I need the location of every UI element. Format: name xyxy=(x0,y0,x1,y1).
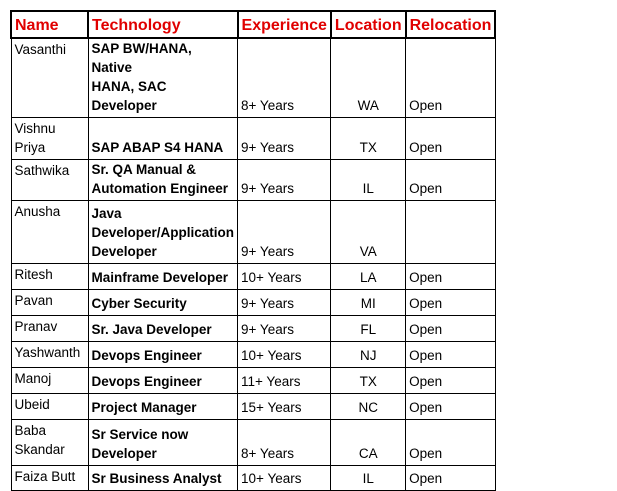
relocation-cell: Open xyxy=(406,316,496,342)
technology-cell xyxy=(88,118,238,160)
candidate-name: Sathwika xyxy=(11,160,88,201)
experience-cell: 8+ Years xyxy=(238,420,331,466)
location-cell: IL xyxy=(331,160,406,201)
technology-line: Sr Business Analyst xyxy=(91,471,222,486)
candidate-name: Baba Skandar xyxy=(11,420,88,466)
technology-cell xyxy=(88,420,238,466)
table-row xyxy=(11,342,495,368)
header-name: Name xyxy=(11,11,88,38)
location-cell: LA xyxy=(331,264,406,290)
technology-line: Developer/Application xyxy=(91,225,235,240)
candidate-name: Pranav xyxy=(11,316,88,342)
technology-cell xyxy=(88,466,238,491)
experience-cell: 10+ Years xyxy=(238,264,331,290)
technology-line: Mainframe Developer xyxy=(91,270,229,285)
table-row xyxy=(11,466,495,491)
candidate-name: Ubeid xyxy=(11,394,88,420)
candidate-name: Manoj xyxy=(11,368,88,394)
experience-cell: 9+ Years xyxy=(238,160,331,201)
candidate-name: Faiza Butt xyxy=(11,466,88,491)
header-experience: Experience xyxy=(238,11,331,38)
experience-cell: 10+ Years xyxy=(238,466,331,491)
location-cell: NJ xyxy=(331,342,406,368)
experience-cell: 9+ Years xyxy=(238,316,331,342)
technology-cell xyxy=(88,160,238,201)
candidate-name: Ritesh xyxy=(11,264,88,290)
location-cell: CA xyxy=(331,420,406,466)
technology-line: Sr. Java Developer xyxy=(91,322,212,337)
table-row xyxy=(11,420,495,466)
technology-line: Devops Engineer xyxy=(91,374,202,389)
technology-line: Project Manager xyxy=(91,400,197,415)
consultant-table xyxy=(10,10,496,491)
relocation-cell: Open xyxy=(406,38,496,118)
experience-cell: 9+ Years xyxy=(238,201,331,264)
relocation-cell xyxy=(406,201,496,264)
experience-cell: 8+ Years xyxy=(238,38,331,118)
experience-cell: 9+ Years xyxy=(238,290,331,316)
relocation-cell: Open xyxy=(406,420,496,466)
relocation-cell: Open xyxy=(406,264,496,290)
technology-line: SAP ABAP S4 HANA xyxy=(91,140,224,155)
experience-cell: 11+ Years xyxy=(238,368,331,394)
table-row xyxy=(11,201,495,264)
table-row xyxy=(11,38,495,118)
technology-line: Native xyxy=(91,60,133,75)
technology-cell xyxy=(88,394,238,420)
relocation-cell: Open xyxy=(406,466,496,491)
relocation-cell: Open xyxy=(406,160,496,201)
technology-cell xyxy=(88,38,238,118)
candidate-name: Vishnu Priya xyxy=(11,118,88,160)
technology-line: HANA, SAC Developer xyxy=(91,79,167,113)
table-row xyxy=(11,316,495,342)
location-cell: TX xyxy=(331,118,406,160)
technology-line: Cyber Security xyxy=(91,296,187,311)
technology-line: Sr. QA Manual & xyxy=(91,162,197,177)
header-technology: Technology xyxy=(88,11,238,38)
technology-line: Developer xyxy=(91,244,157,259)
table-row xyxy=(11,368,495,394)
location-cell: FL xyxy=(331,316,406,342)
table-row xyxy=(11,264,495,290)
technology-line: Developer xyxy=(91,446,157,461)
technology-line: Java xyxy=(91,206,122,221)
technology-cell xyxy=(88,264,238,290)
candidate-name: Anusha xyxy=(11,201,88,264)
candidate-name: Pavan xyxy=(11,290,88,316)
candidate-name: Vasanthi xyxy=(11,38,88,118)
technology-cell xyxy=(88,290,238,316)
technology-line: Devops Engineer xyxy=(91,348,202,363)
relocation-cell: Open xyxy=(406,368,496,394)
table-row xyxy=(11,394,495,420)
relocation-cell: Open xyxy=(406,342,496,368)
experience-cell: 10+ Years xyxy=(238,342,331,368)
location-cell: VA xyxy=(331,201,406,264)
technology-cell xyxy=(88,316,238,342)
technology-line: Sr Service now xyxy=(91,427,189,442)
location-cell: MI xyxy=(331,290,406,316)
technology-cell xyxy=(88,201,238,264)
technology-cell xyxy=(88,368,238,394)
location-cell: IL xyxy=(331,466,406,491)
technology-line: SAP BW/HANA, xyxy=(91,41,192,56)
table-row xyxy=(11,290,495,316)
relocation-cell: Open xyxy=(406,118,496,160)
technology-line: Automation Engineer xyxy=(91,181,229,196)
experience-cell: 9+ Years xyxy=(238,118,331,160)
relocation-cell: Open xyxy=(406,290,496,316)
table-row xyxy=(11,160,495,201)
header-relocation: Relocation xyxy=(406,11,496,38)
experience-cell: 15+ Years xyxy=(238,394,331,420)
technology-cell xyxy=(88,342,238,368)
location-cell: NC xyxy=(331,394,406,420)
header-location: Location xyxy=(331,11,406,38)
table-row xyxy=(11,118,495,160)
candidate-name: Yashwanth xyxy=(11,342,88,368)
location-cell: TX xyxy=(331,368,406,394)
header-row xyxy=(11,11,495,38)
location-cell: WA xyxy=(331,38,406,118)
relocation-cell: Open xyxy=(406,394,496,420)
